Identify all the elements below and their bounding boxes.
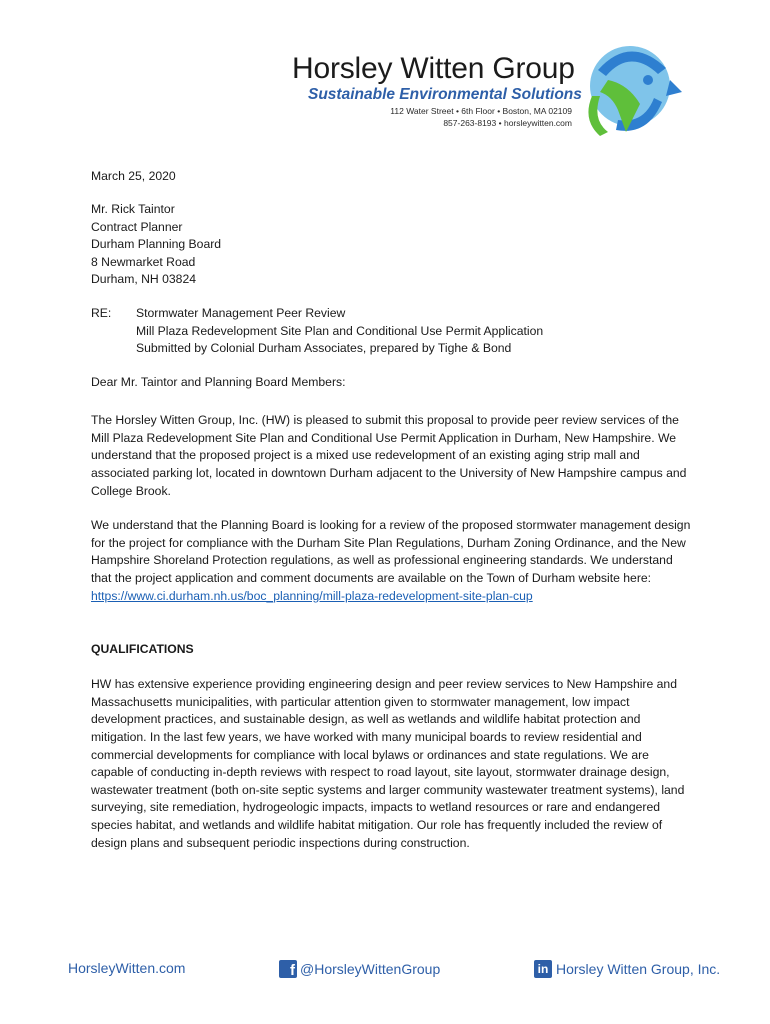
recipient-line: Contract Planner (91, 219, 183, 234)
company-address: 112 Water Street • 6th Floor • Boston, MA 02109 (390, 106, 572, 116)
company-contact: 857-263-8193 • horsleywitten.com (443, 118, 572, 128)
linkedin-name: Horsley Witten Group, Inc. (556, 961, 721, 977)
recipient-line: Durham Planning Board (91, 237, 222, 252)
section-heading-qualifications: QUALIFICATIONS (91, 642, 194, 656)
facebook-handle: @HorsleyWittenGroup (300, 961, 441, 977)
recipient-line: 8 Newmarket Road (91, 254, 196, 269)
facebook-icon: f (279, 960, 297, 978)
salutation: Dear Mr. Taintor and Planning Board Members: (91, 375, 346, 389)
footer (0, 952, 770, 992)
paragraph-qualifications: HW has extensive experience providing engineering design and peer review services to New Hampshire and Massachusetts municipalities, with particular attention given to stormwater management, low impact development practices, and sustainable design, as well as wetlands and wildlife habitat protection and mitigation. In the last few years, we have worked with many municipal boards to review residential and commercial developments for compliance with local bylaws or ordinances and state regulations. We are capable of conducting in-depth reviews with respect to road layout, site layout, stormwater drainage design, wastewater treatment (both on-site septic systems and larger community wastewater treatment systems), land surveying, site remediation, hydrogeologic impacts, impacts to wetland resources or rare and endangered species habitat, and wetlands and wildlife habitat mitigation. Our role has frequently included the review of design plans and subsequent periodic inspections during construction. (91, 677, 685, 850)
company-tagline: Sustainable Environmental Solutions (308, 86, 582, 103)
subject-line: Stormwater Management Peer Review (136, 306, 346, 320)
subject-line: Submitted by Colonial Durham Associates, prepared by Tighe & Bond (136, 341, 512, 356)
paragraph-scope-text: We understand that the Planning Board is looking for a review of the proposed stormwater management design for the project for compliance with the Durham Site Plan Regulations, Durham Zoning Ordinance, and the New Hampshire Shoreland Protection regulations, as well as professional engineering standards. We understand that the project application and comment documents are available on the Town of Durham website here: (91, 518, 691, 585)
letter-date: March 25, 2020 (91, 169, 176, 183)
recipient-line: Mr. Rick Taintor (91, 202, 175, 216)
footer-website-link[interactable]: HorsleyWitten.com (68, 960, 186, 976)
paragraph-intro: The Horsley Witten Group, Inc. (HW) is pleased to submit this proposal to provide peer review services of the Mill Plaza Redevelopment Site Plan and Conditional Use Permit Application in Durham, New Hampshire. We understand that the proposed project is a mixed use redevelopment of an existing aging strip mall and associated parking lot, located in downtown Durham adjacent to the University of New Hampshire campus and College Brook. (91, 413, 687, 498)
subject-line: Mill Plaza Redevelopment Site Plan and Conditional Use Permit Application (136, 323, 544, 338)
letterhead (0, 0, 770, 150)
subject-block (91, 305, 691, 358)
paragraph-scope (91, 517, 691, 605)
recipient-address (91, 201, 691, 289)
company-logo-icon (578, 40, 686, 140)
subject-label: RE: (91, 306, 112, 320)
project-documents-link[interactable]: https://www.ci.durham.nh.us/boc_planning/mill-plaza-redevelopment-site-plan-cup (91, 588, 533, 603)
footer-facebook-link[interactable] (279, 960, 440, 978)
recipient-line: Durham, NH 03824 (91, 272, 196, 287)
footer-linkedin-link[interactable] (534, 960, 720, 978)
linkedin-icon: in (534, 960, 552, 978)
company-name: Horsley Witten Group (292, 52, 575, 85)
